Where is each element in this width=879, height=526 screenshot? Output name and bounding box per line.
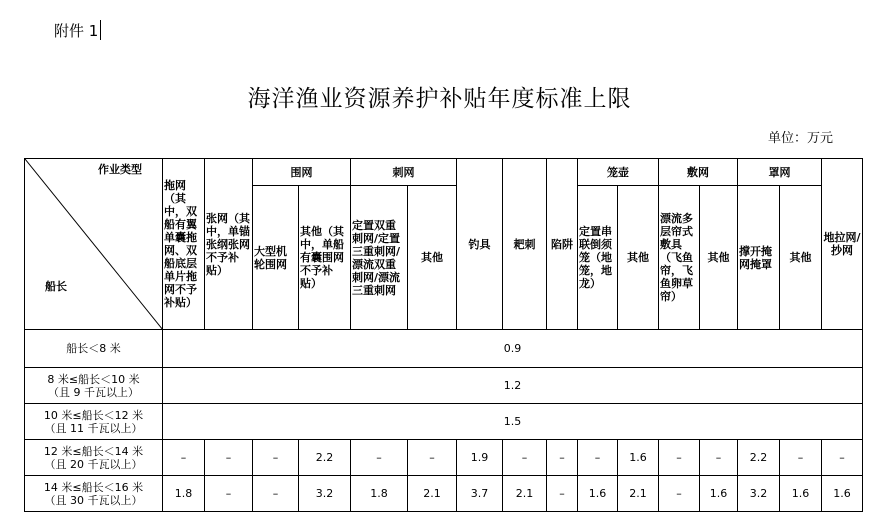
row-label <box>25 404 163 440</box>
table-row <box>25 476 863 512</box>
value-cell: – <box>780 440 822 476</box>
value-cell: 2.1 <box>503 476 547 512</box>
row-label <box>25 476 163 512</box>
value-cell: – <box>253 440 299 476</box>
row-label-line: （且 9 千瓦以上） <box>48 385 139 399</box>
row-label-line: 14 米≤船长＜16 米 <box>43 480 144 494</box>
value-cell: – <box>578 440 618 476</box>
header-purse-large: 大型机轮围网 <box>253 186 299 330</box>
row-label-line: （且 11 千瓦以上） <box>44 421 143 435</box>
page-title: 海洋渔业资源养护补贴年度标准上限 <box>247 86 632 112</box>
value-cell: 1.9 <box>457 440 503 476</box>
merged-value-cell: 1.5 <box>163 404 863 440</box>
value-cell: – <box>659 440 700 476</box>
standards-table <box>24 158 863 512</box>
header-lift-open: 撑开掩网掩罩 <box>738 186 780 330</box>
header-gill-fixed: 定置双重刺网/定置三重刺网/漂流双重刺网/漂流三重刺网 <box>351 186 408 330</box>
row-label-line: （且 20 千瓦以上） <box>44 457 143 471</box>
header-cover-other: 其他 <box>700 186 738 330</box>
value-cell: – <box>205 476 253 512</box>
value-cell: 1.6 <box>618 440 659 476</box>
value-cell: – <box>253 476 299 512</box>
value-cell: 2.1 <box>408 476 457 512</box>
row-label-line: （且 30 千瓦以上） <box>44 493 143 507</box>
value-cell: – <box>700 440 738 476</box>
row-label-line: 8 米≤船长＜10 米 <box>47 372 140 386</box>
table-row <box>25 404 863 440</box>
row-label-line: 船长＜8 米 <box>66 342 121 355</box>
header-gill-other: 其他 <box>408 186 457 330</box>
header-ground-net: 地拉网/抄网 <box>822 159 863 330</box>
value-cell: 2.1 <box>618 476 659 512</box>
header-stow-net: 张网（其中，单锚张纲张网不予补贴） <box>205 159 253 330</box>
header-purse-other: 其他（其中，单船有囊围网不予补贴） <box>299 186 351 330</box>
header-hook: 钓具 <box>457 159 503 330</box>
value-cell: 1.8 <box>351 476 408 512</box>
header-purse-seine: 围网 <box>253 159 351 186</box>
row-label <box>25 368 163 404</box>
value-cell: 1.6 <box>700 476 738 512</box>
attachment-label: 附件 1 <box>54 20 101 41</box>
value-cell: – <box>822 440 863 476</box>
text-cursor <box>100 20 101 40</box>
merged-value-cell: 0.9 <box>163 330 863 368</box>
header-cover-net: 敷网 <box>659 159 738 186</box>
header-pot: 笼壶 <box>578 159 659 186</box>
value-cell: – <box>163 440 205 476</box>
table-row <box>25 368 863 404</box>
header-corner-top: 作业类型 <box>98 163 142 176</box>
header-trap: 陷阱 <box>547 159 578 330</box>
value-cell: 1.6 <box>780 476 822 512</box>
header-lift-other: 其他 <box>780 186 822 330</box>
value-cell: – <box>547 476 578 512</box>
value-cell: 1.6 <box>822 476 863 512</box>
header-trawl: 拖网（其中，双船有翼单囊拖网、双船底层单片拖网不予补贴） <box>163 159 205 330</box>
value-cell: – <box>205 440 253 476</box>
table-row <box>25 440 863 476</box>
header-rake: 耙刺 <box>503 159 547 330</box>
value-cell: – <box>351 440 408 476</box>
value-cell: – <box>547 440 578 476</box>
value-cell: 2.2 <box>299 440 351 476</box>
value-cell: – <box>503 440 547 476</box>
value-cell: 2.2 <box>738 440 780 476</box>
header-corner-bottom: 船长 <box>45 280 67 293</box>
value-cell: 3.2 <box>299 476 351 512</box>
value-cell: 3.2 <box>738 476 780 512</box>
table-body <box>25 330 863 512</box>
row-label <box>25 440 163 476</box>
header-corner-cell <box>25 159 163 330</box>
header-pot-other: 其他 <box>618 186 659 330</box>
value-cell: 3.7 <box>457 476 503 512</box>
header-gillnet: 刺网 <box>351 159 457 186</box>
value-cell: – <box>659 476 700 512</box>
row-label-line: 10 米≤船长＜12 米 <box>43 408 144 422</box>
merged-value-cell: 1.2 <box>163 368 863 404</box>
header-pot-fixed: 定置串联倒须笼（地笼，地龙） <box>578 186 618 330</box>
header-cover-drift: 漂流多层帘式敷具（飞鱼帘，飞鱼卵草帘） <box>659 186 700 330</box>
header-lift-net: 罩网 <box>738 159 822 186</box>
row-label <box>25 330 163 368</box>
value-cell: 1.6 <box>578 476 618 512</box>
value-cell: – <box>408 440 457 476</box>
row-label-line: 12 米≤船长＜14 米 <box>43 444 144 458</box>
diagonal-line <box>25 159 163 330</box>
unit-label: 单位：万元 <box>767 131 833 146</box>
value-cell: 1.8 <box>163 476 205 512</box>
table-row <box>25 330 863 368</box>
